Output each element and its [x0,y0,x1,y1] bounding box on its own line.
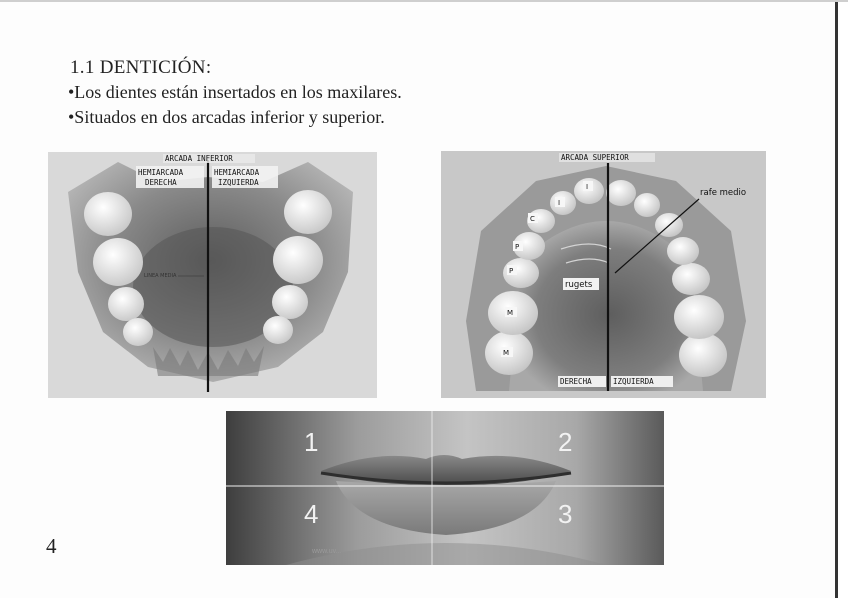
tooth-label-premolar-1: P [515,243,520,251]
tooth-label-canine: C [530,215,535,223]
quadrant-4: 4 [304,499,319,529]
tooth-label-molar-1: M [507,309,514,317]
top-edge [0,0,848,2]
watermark: www.uv... [312,548,342,555]
upper-arch-title: ARCADA SUPERIOR [561,153,629,162]
upper-arch-image [441,151,766,398]
quadrant-3: 3 [558,499,573,529]
lower-arch-title: ARCADA INFERIOR [165,154,233,163]
rafe-medio-label: rafe medio [700,188,747,198]
bullet-2: •Situados en dos arcadas inferior y superior. [68,107,385,127]
lower-left-label-2: DERECHA [145,178,177,187]
lower-arch-image [48,152,377,398]
upper-bottom-left-label: DERECHA [560,377,592,386]
tooth-label-incisor-2: I [558,199,561,207]
upper-arch-figure [441,151,766,398]
upper-bottom-right-label: IZQUIERDA [613,377,654,386]
tooth-label-premolar-2: P [509,267,514,275]
rugae-label: rugets [565,280,593,290]
lower-small-note: LINEA MEDIA [144,273,177,279]
lower-left-label-1: HEMIARCADA [138,168,184,177]
tooth-label-incisor-1: I [586,183,589,191]
tooth-label-molar-2: M [503,349,510,357]
lower-arch-figure [48,152,377,398]
quadrant-1: 1 [304,427,319,457]
lips-quadrant-figure [226,411,664,565]
quadrant-2: 2 [558,427,573,457]
lower-right-label-1: HEMIARCADA [214,168,260,177]
section-heading: 1.1 DENTICIÓN: [70,57,212,78]
bullet-1: •Los dientes están insertados en los maxilares. [68,82,402,102]
page-number: 4 [46,534,57,558]
lips-image [226,411,664,565]
lower-right-label-2: IZQUIERDA [218,178,259,187]
